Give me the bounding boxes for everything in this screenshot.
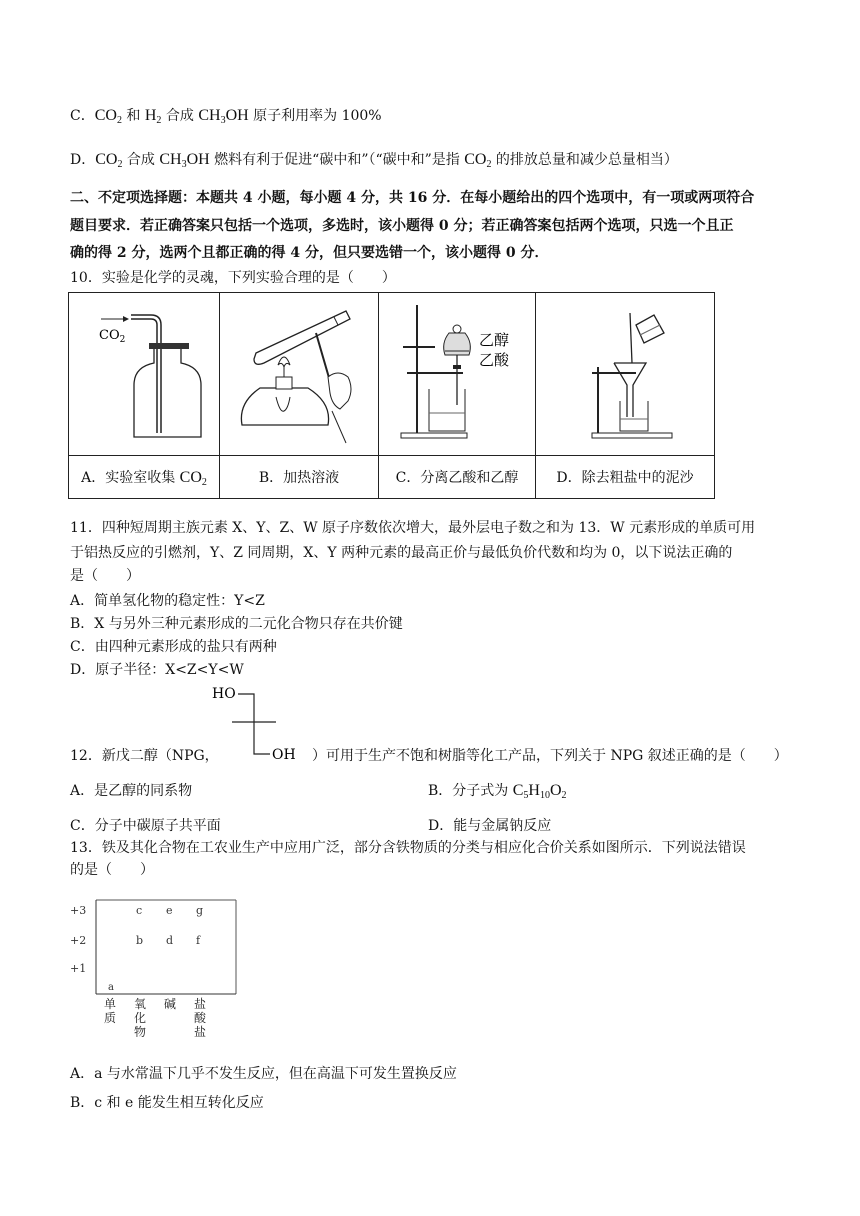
svg-text:CO2: $CO_2$ bbox=[99, 328, 126, 345]
ytick: +2 bbox=[70, 934, 87, 947]
point-label: d bbox=[166, 934, 174, 947]
q13-stem-line1: 13．铁及其化合物在工农业生产中应用广泛，部分含铁物质的分类与相应化合价关系如图所示．下列说法错误 bbox=[70, 840, 746, 856]
q12-option-a: A．是乙醇的同系物 bbox=[70, 783, 193, 799]
q13-option-a: A．a 与水常温下几乎不发生反应，但在高温下可发生置换反应 bbox=[70, 1066, 457, 1082]
point-label: b bbox=[136, 934, 144, 947]
q9-option-c bbox=[70, 106, 382, 131]
xlabel-char: 化 bbox=[134, 1011, 147, 1025]
q10-caption-d: D．除去粗盐中的泥沙 bbox=[536, 456, 715, 499]
q11-option-d: D．原子半径：X<Z<Y<W bbox=[70, 662, 244, 678]
formula-co2: $CO_2$ bbox=[95, 151, 123, 170]
text: 燃料有利于促进“碳中和”（“碳中和”是指 bbox=[209, 152, 465, 168]
section2-line1: 二、不定项选择题：本题共 4 小题，每小题 4 分，共 16 分．在每小题给出的四个选项中，有一项或两项符合 bbox=[70, 190, 755, 206]
q12-stem-post: ）可用于生产不饱和树脂等化工产品，下列关于 NPG 叙述正确的是（ ） bbox=[312, 748, 788, 764]
point-label: a bbox=[108, 982, 114, 993]
q11-option-a: A．简单氢化物的稳定性：Y<Z bbox=[70, 593, 265, 609]
q10-caption-b: B．加热溶液 bbox=[220, 456, 379, 499]
formula-h2: $H_2$ bbox=[144, 107, 162, 126]
q11-stem-line1: 11．四种短周期主族元素 X、Y、Z、W 原子序数依次增大，最外层电子数之和为 13．W 元素形成的单质可用 bbox=[70, 520, 756, 536]
q10-image-b bbox=[220, 293, 379, 456]
iron-valence-chart bbox=[66, 896, 246, 1046]
svg-text:乙酸: 乙酸 bbox=[479, 351, 510, 369]
section2-line2: 题目要求．若正确答案只包括一个选项，多选时，该小题得 0 分；若正确答案包括两个选项，只选一个且正 bbox=[70, 218, 734, 234]
section2-line3: 确的得 2 分，选两个且都正确的得 4 分，但只要选错一个，该小题得 0 分． bbox=[70, 245, 549, 261]
q13-option-b: B．c 和 e 能发生相互转化反应 bbox=[70, 1095, 264, 1111]
text: 合成 bbox=[122, 152, 160, 168]
filtration-setup-icon bbox=[536, 293, 714, 451]
npg-structure-diagram bbox=[206, 682, 316, 772]
q12-option-d: D．能与金属钠反应 bbox=[428, 818, 552, 834]
point-label: g bbox=[196, 904, 204, 917]
point-label: c bbox=[136, 904, 143, 917]
xlabel-char: 物 bbox=[134, 1025, 147, 1039]
q10-image-d bbox=[536, 293, 715, 456]
q9-option-d bbox=[70, 150, 678, 175]
heating-test-tube-icon bbox=[220, 293, 378, 451]
svg-text:HO: HO bbox=[212, 686, 236, 702]
q10-caption-a: A．实验室收集 $CO_2$ bbox=[69, 456, 220, 499]
q11-option-b: B．X 与另外三种元素形成的二元化合物只存在共价键 bbox=[70, 616, 403, 632]
q12-option-b: B．分子式为 $C_5H_{10}O_2$ bbox=[428, 782, 567, 801]
q11-option-c: C．由四种元素形成的盐只有两种 bbox=[70, 639, 277, 655]
formula-ch3oh: $CH_3OH$ bbox=[159, 151, 210, 170]
q10-stem: 10．实验是化学的灵魂，下列实验合理的是（ ） bbox=[70, 270, 396, 286]
xlabel-char: 盐 bbox=[194, 1025, 207, 1039]
xlabel-char: 酸 bbox=[194, 1011, 207, 1025]
point-label: f bbox=[196, 934, 201, 947]
q11-stem-line3: 是（ ） bbox=[70, 568, 140, 584]
text: 原子利用率为 100% bbox=[248, 108, 382, 124]
xlabel-char: 碱 bbox=[164, 997, 177, 1011]
q10-image-c bbox=[379, 293, 536, 456]
formula-co2: $CO_2$ bbox=[94, 107, 122, 126]
gas-collection-bottle-icon bbox=[69, 293, 219, 451]
text: 合成 bbox=[161, 108, 199, 124]
q13-stem-line2: 的是（ ） bbox=[70, 862, 154, 878]
text: 的排放总量和减少总量相当） bbox=[491, 152, 678, 168]
ytick: +3 bbox=[70, 904, 87, 917]
xlabel-char: 氧 bbox=[134, 997, 147, 1011]
formula-co2: $CO_2$ bbox=[464, 151, 492, 170]
ytick: +1 bbox=[70, 962, 87, 975]
q11-stem-line2: 于铝热反应的引燃剂，Y、Z 同周期，X、Y 两种元素的最高正价与最低负价代数和均为 0，以下说法正确的 bbox=[70, 545, 733, 561]
q12-option-c: C．分子中碳原子共平面 bbox=[70, 818, 221, 834]
xlabel-char: 单 bbox=[104, 997, 117, 1011]
q10-options-table bbox=[68, 292, 715, 499]
text: 和 bbox=[121, 108, 145, 124]
svg-text:乙醇: 乙醇 bbox=[479, 331, 510, 349]
q10-image-a bbox=[69, 293, 220, 456]
option-prefix: D． bbox=[70, 152, 96, 168]
separatory-funnel-icon bbox=[379, 293, 535, 451]
xlabel-char: 盐 bbox=[194, 997, 207, 1011]
formula-ch3oh: $CH_3OH$ bbox=[198, 107, 249, 126]
point-label: e bbox=[166, 904, 173, 917]
xlabel-char: 质 bbox=[104, 1011, 117, 1025]
option-prefix: C． bbox=[70, 108, 95, 124]
q10-caption-c: C．分离乙酸和乙醇 bbox=[379, 456, 536, 499]
q12-stem-pre: 12．新戊二醇（NPG， bbox=[70, 748, 219, 764]
svg-text:OH: OH bbox=[272, 747, 296, 763]
